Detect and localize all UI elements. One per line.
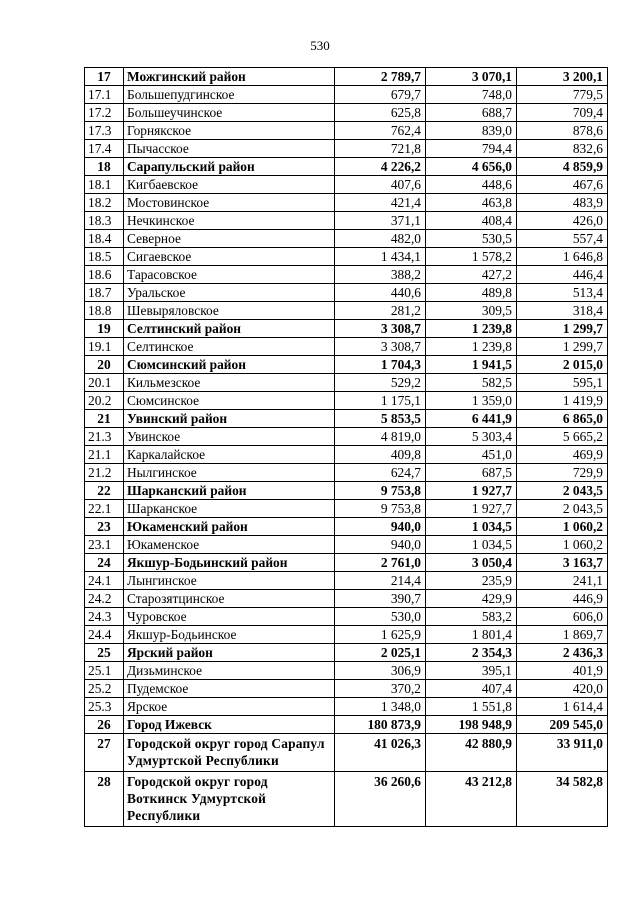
row-name-cell: Город Ижевск — [124, 716, 335, 734]
value-col3-cell: 1 060,2 — [517, 518, 608, 536]
value-col1-cell: 1 348,0 — [335, 698, 426, 716]
value-col1-cell: 4 819,0 — [335, 428, 426, 446]
row-name-cell: Дизьминское — [124, 662, 335, 680]
value-col2-cell: 6 441,9 — [426, 410, 517, 428]
value-col1-cell: 529,2 — [335, 374, 426, 392]
table-row-settlement — [85, 464, 608, 482]
row-number-cell: 18.7 — [85, 284, 124, 302]
table-row-settlement — [85, 662, 608, 680]
value-col1-cell: 3 308,7 — [335, 338, 426, 356]
table-row-settlement — [85, 392, 608, 410]
row-number-cell: 17.2 — [85, 104, 124, 122]
value-col1-cell: 1 175,1 — [335, 392, 426, 410]
row-name-cell: Большепудгинское — [124, 86, 335, 104]
table-row-settlement — [85, 266, 608, 284]
row-name-cell: Кигбаевское — [124, 176, 335, 194]
value-col2-cell: 395,1 — [426, 662, 517, 680]
table-row-settlement — [85, 428, 608, 446]
value-col2-cell: 839,0 — [426, 122, 517, 140]
value-col3-cell: 779,5 — [517, 86, 608, 104]
row-name-cell: Старозятцинское — [124, 590, 335, 608]
value-col1-cell: 2 789,7 — [335, 68, 426, 86]
value-col3-cell: 4 859,9 — [517, 158, 608, 176]
value-col2-cell: 235,9 — [426, 572, 517, 590]
table-row-settlement — [85, 104, 608, 122]
row-name-cell: Юкаменский район — [124, 518, 335, 536]
row-name-cell: Горнякское — [124, 122, 335, 140]
value-col3-cell: 1 614,4 — [517, 698, 608, 716]
value-col1-cell: 407,6 — [335, 176, 426, 194]
value-col3-cell: 34 582,8 — [517, 772, 608, 827]
value-col2-cell: 407,4 — [426, 680, 517, 698]
row-name-cell: Шевыряловское — [124, 302, 335, 320]
row-name-cell: Сюмсинское — [124, 392, 335, 410]
table-row-settlement — [85, 302, 608, 320]
value-col2-cell: 3 050,4 — [426, 554, 517, 572]
row-number-cell: 21.1 — [85, 446, 124, 464]
value-col1-cell: 5 853,5 — [335, 410, 426, 428]
row-number-cell: 18.6 — [85, 266, 124, 284]
value-col3-cell: 606,0 — [517, 608, 608, 626]
value-col1-cell: 388,2 — [335, 266, 426, 284]
value-col1-cell: 2 761,0 — [335, 554, 426, 572]
value-col3-cell: 420,0 — [517, 680, 608, 698]
value-col1-cell: 440,6 — [335, 284, 426, 302]
value-col3-cell: 729,9 — [517, 464, 608, 482]
row-number-cell: 17.4 — [85, 140, 124, 158]
table-row-district — [85, 518, 608, 536]
row-number-cell: 26 — [85, 716, 124, 734]
row-name-cell: Увинский район — [124, 410, 335, 428]
value-col1-cell: 214,4 — [335, 572, 426, 590]
value-col2-cell: 582,5 — [426, 374, 517, 392]
table-row-settlement — [85, 374, 608, 392]
row-number-cell: 17 — [85, 68, 124, 86]
value-col3-cell: 241,1 — [517, 572, 608, 590]
row-number-cell: 18.2 — [85, 194, 124, 212]
value-col3-cell: 3 163,7 — [517, 554, 608, 572]
value-col3-cell: 832,6 — [517, 140, 608, 158]
value-col2-cell: 2 354,3 — [426, 644, 517, 662]
row-number-cell: 28 — [85, 772, 124, 827]
value-col2-cell: 688,7 — [426, 104, 517, 122]
value-col1-cell: 421,4 — [335, 194, 426, 212]
value-col1-cell: 530,0 — [335, 608, 426, 626]
value-col2-cell: 42 880,9 — [426, 734, 517, 772]
value-col2-cell: 1 801,4 — [426, 626, 517, 644]
row-name-cell: Пычасское — [124, 140, 335, 158]
value-col1-cell: 390,7 — [335, 590, 426, 608]
row-name-cell: Шарканское — [124, 500, 335, 518]
value-col3-cell: 446,9 — [517, 590, 608, 608]
value-col3-cell: 33 911,0 — [517, 734, 608, 772]
table-row-settlement — [85, 572, 608, 590]
table-row-settlement — [85, 590, 608, 608]
row-name-cell: Мостовинское — [124, 194, 335, 212]
table-row-district — [85, 158, 608, 176]
table-row-settlement — [85, 338, 608, 356]
row-number-cell: 25 — [85, 644, 124, 662]
table-row-settlement — [85, 608, 608, 626]
row-name-cell: Шарканский район — [124, 482, 335, 500]
row-number-cell: 18.8 — [85, 302, 124, 320]
row-name-cell: Селтинское — [124, 338, 335, 356]
row-number-cell: 24.3 — [85, 608, 124, 626]
value-col2-cell: 748,0 — [426, 86, 517, 104]
row-name-cell: Увинское — [124, 428, 335, 446]
value-col1-cell: 409,8 — [335, 446, 426, 464]
table-row-settlement — [85, 86, 608, 104]
table-row-settlement — [85, 176, 608, 194]
row-name-cell: Сюмсинский район — [124, 356, 335, 374]
row-number-cell: 24 — [85, 554, 124, 572]
value-col3-cell: 2 043,5 — [517, 482, 608, 500]
value-col2-cell: 43 212,8 — [426, 772, 517, 827]
row-number-cell: 25.1 — [85, 662, 124, 680]
value-col1-cell: 3 308,7 — [335, 320, 426, 338]
value-col1-cell: 9 753,8 — [335, 500, 426, 518]
value-col2-cell: 427,2 — [426, 266, 517, 284]
table-row-settlement — [85, 626, 608, 644]
table-row-district — [85, 482, 608, 500]
value-col2-cell: 463,8 — [426, 194, 517, 212]
value-col3-cell: 209 545,0 — [517, 716, 608, 734]
row-name-cell: Уральское — [124, 284, 335, 302]
row-name-cell: Нечкинское — [124, 212, 335, 230]
value-col3-cell: 878,6 — [517, 122, 608, 140]
value-col3-cell: 557,4 — [517, 230, 608, 248]
value-col1-cell: 4 226,2 — [335, 158, 426, 176]
value-col1-cell: 1 625,9 — [335, 626, 426, 644]
row-number-cell: 25.2 — [85, 680, 124, 698]
row-number-cell: 22 — [85, 482, 124, 500]
table-row-district — [85, 716, 608, 734]
value-col2-cell: 1 551,8 — [426, 698, 517, 716]
row-number-cell: 20.2 — [85, 392, 124, 410]
value-col2-cell: 5 303,4 — [426, 428, 517, 446]
value-col1-cell: 762,4 — [335, 122, 426, 140]
value-col2-cell: 1 239,8 — [426, 338, 517, 356]
row-name-cell: Якшур-Бодьинское — [124, 626, 335, 644]
value-col2-cell: 429,9 — [426, 590, 517, 608]
row-name-cell: Каркалайское — [124, 446, 335, 464]
value-col3-cell: 709,4 — [517, 104, 608, 122]
value-col2-cell: 1 239,8 — [426, 320, 517, 338]
value-col3-cell: 2 043,5 — [517, 500, 608, 518]
row-number-cell: 18.5 — [85, 248, 124, 266]
value-col1-cell: 1 434,1 — [335, 248, 426, 266]
row-number-cell: 24.4 — [85, 626, 124, 644]
table-row-district — [85, 68, 608, 86]
value-col1-cell: 625,8 — [335, 104, 426, 122]
table-row-settlement — [85, 122, 608, 140]
value-col1-cell: 1 704,3 — [335, 356, 426, 374]
row-number-cell: 18.4 — [85, 230, 124, 248]
row-name-cell: Ярское — [124, 698, 335, 716]
value-col1-cell: 306,9 — [335, 662, 426, 680]
value-col2-cell: 3 070,1 — [426, 68, 517, 86]
budget-table — [84, 67, 608, 827]
value-col2-cell: 1 578,2 — [426, 248, 517, 266]
table-row-settlement — [85, 500, 608, 518]
row-number-cell: 21.3 — [85, 428, 124, 446]
value-col2-cell: 451,0 — [426, 446, 517, 464]
row-name-cell: Можгинский район — [124, 68, 335, 86]
row-number-cell: 21 — [85, 410, 124, 428]
value-col1-cell: 370,2 — [335, 680, 426, 698]
table-row-settlement — [85, 212, 608, 230]
value-col1-cell: 2 025,1 — [335, 644, 426, 662]
value-col2-cell: 794,4 — [426, 140, 517, 158]
value-col3-cell: 6 865,0 — [517, 410, 608, 428]
table-row-settlement — [85, 446, 608, 464]
value-col3-cell: 1 060,2 — [517, 536, 608, 554]
row-name-cell: Городской округ город Воткинск Удмуртской Республики — [124, 772, 335, 827]
row-name-cell: Лынгинское — [124, 572, 335, 590]
row-number-cell: 20.1 — [85, 374, 124, 392]
table-row-district — [85, 554, 608, 572]
value-col3-cell: 5 665,2 — [517, 428, 608, 446]
value-col2-cell: 408,4 — [426, 212, 517, 230]
value-col1-cell: 940,0 — [335, 536, 426, 554]
value-col1-cell: 41 026,3 — [335, 734, 426, 772]
row-name-cell: Якшур-Бодьинский район — [124, 554, 335, 572]
value-col3-cell: 469,9 — [517, 446, 608, 464]
value-col2-cell: 1 941,5 — [426, 356, 517, 374]
value-col3-cell: 1 419,9 — [517, 392, 608, 410]
table-row-settlement — [85, 698, 608, 716]
value-col3-cell: 3 200,1 — [517, 68, 608, 86]
row-number-cell: 25.3 — [85, 698, 124, 716]
table-row-settlement — [85, 680, 608, 698]
value-col3-cell: 2 436,3 — [517, 644, 608, 662]
row-name-cell: Северное — [124, 230, 335, 248]
table-row-district — [85, 320, 608, 338]
value-col3-cell: 595,1 — [517, 374, 608, 392]
row-name-cell: Сигаевское — [124, 248, 335, 266]
value-col2-cell: 687,5 — [426, 464, 517, 482]
value-col2-cell: 309,5 — [426, 302, 517, 320]
value-col1-cell: 721,8 — [335, 140, 426, 158]
row-name-cell: Селтинский район — [124, 320, 335, 338]
value-col3-cell: 318,4 — [517, 302, 608, 320]
row-name-cell: Кильмезское — [124, 374, 335, 392]
row-number-cell: 22.1 — [85, 500, 124, 518]
table-row-settlement — [85, 248, 608, 266]
value-col2-cell: 530,5 — [426, 230, 517, 248]
row-number-cell: 21.2 — [85, 464, 124, 482]
table-row-district — [85, 644, 608, 662]
value-col3-cell: 1 299,7 — [517, 320, 608, 338]
value-col2-cell: 1 034,5 — [426, 536, 517, 554]
value-col3-cell: 483,9 — [517, 194, 608, 212]
value-col1-cell: 940,0 — [335, 518, 426, 536]
row-number-cell: 23 — [85, 518, 124, 536]
row-name-cell: Городской округ город Сарапул Удмуртской Республики — [124, 734, 335, 772]
value-col1-cell: 371,1 — [335, 212, 426, 230]
table-row-district — [85, 734, 608, 772]
row-number-cell: 23.1 — [85, 536, 124, 554]
row-number-cell: 24.2 — [85, 590, 124, 608]
value-col1-cell: 9 753,8 — [335, 482, 426, 500]
table-row-settlement — [85, 536, 608, 554]
value-col3-cell: 446,4 — [517, 266, 608, 284]
budget-table-body — [85, 68, 608, 827]
table-row-district — [85, 356, 608, 374]
table-row-settlement — [85, 284, 608, 302]
value-col2-cell: 1 927,7 — [426, 482, 517, 500]
value-col1-cell: 482,0 — [335, 230, 426, 248]
page-number: 530 — [310, 38, 330, 53]
value-col2-cell: 489,8 — [426, 284, 517, 302]
value-col1-cell: 180 873,9 — [335, 716, 426, 734]
row-name-cell: Нылгинское — [124, 464, 335, 482]
table-row-district — [85, 410, 608, 428]
row-name-cell: Юкаменское — [124, 536, 335, 554]
value-col2-cell: 1 034,5 — [426, 518, 517, 536]
value-col1-cell: 36 260,6 — [335, 772, 426, 827]
value-col3-cell: 1 299,7 — [517, 338, 608, 356]
row-number-cell: 24.1 — [85, 572, 124, 590]
value-col3-cell: 467,6 — [517, 176, 608, 194]
value-col1-cell: 679,7 — [335, 86, 426, 104]
row-number-cell: 17.1 — [85, 86, 124, 104]
table-row-settlement — [85, 194, 608, 212]
row-number-cell: 27 — [85, 734, 124, 772]
row-number-cell: 20 — [85, 356, 124, 374]
row-number-cell: 18 — [85, 158, 124, 176]
value-col2-cell: 198 948,9 — [426, 716, 517, 734]
table-row-settlement — [85, 230, 608, 248]
row-number-cell: 19.1 — [85, 338, 124, 356]
value-col3-cell: 2 015,0 — [517, 356, 608, 374]
row-number-cell: 17.3 — [85, 122, 124, 140]
row-name-cell: Ярский район — [124, 644, 335, 662]
row-name-cell: Тарасовское — [124, 266, 335, 284]
row-name-cell: Сарапульский район — [124, 158, 335, 176]
value-col3-cell: 1 646,8 — [517, 248, 608, 266]
value-col2-cell: 4 656,0 — [426, 158, 517, 176]
value-col3-cell: 513,4 — [517, 284, 608, 302]
value-col1-cell: 624,7 — [335, 464, 426, 482]
value-col2-cell: 1 927,7 — [426, 500, 517, 518]
table-row-settlement — [85, 140, 608, 158]
value-col3-cell: 426,0 — [517, 212, 608, 230]
row-number-cell: 18.1 — [85, 176, 124, 194]
table-row-district — [85, 772, 608, 827]
value-col1-cell: 281,2 — [335, 302, 426, 320]
row-name-cell: Большеучинское — [124, 104, 335, 122]
row-number-cell: 19 — [85, 320, 124, 338]
value-col2-cell: 583,2 — [426, 608, 517, 626]
value-col2-cell: 1 359,0 — [426, 392, 517, 410]
value-col3-cell: 401,9 — [517, 662, 608, 680]
row-name-cell: Чуровское — [124, 608, 335, 626]
row-number-cell: 18.3 — [85, 212, 124, 230]
value-col2-cell: 448,6 — [426, 176, 517, 194]
value-col3-cell: 1 869,7 — [517, 626, 608, 644]
row-name-cell: Пудемское — [124, 680, 335, 698]
